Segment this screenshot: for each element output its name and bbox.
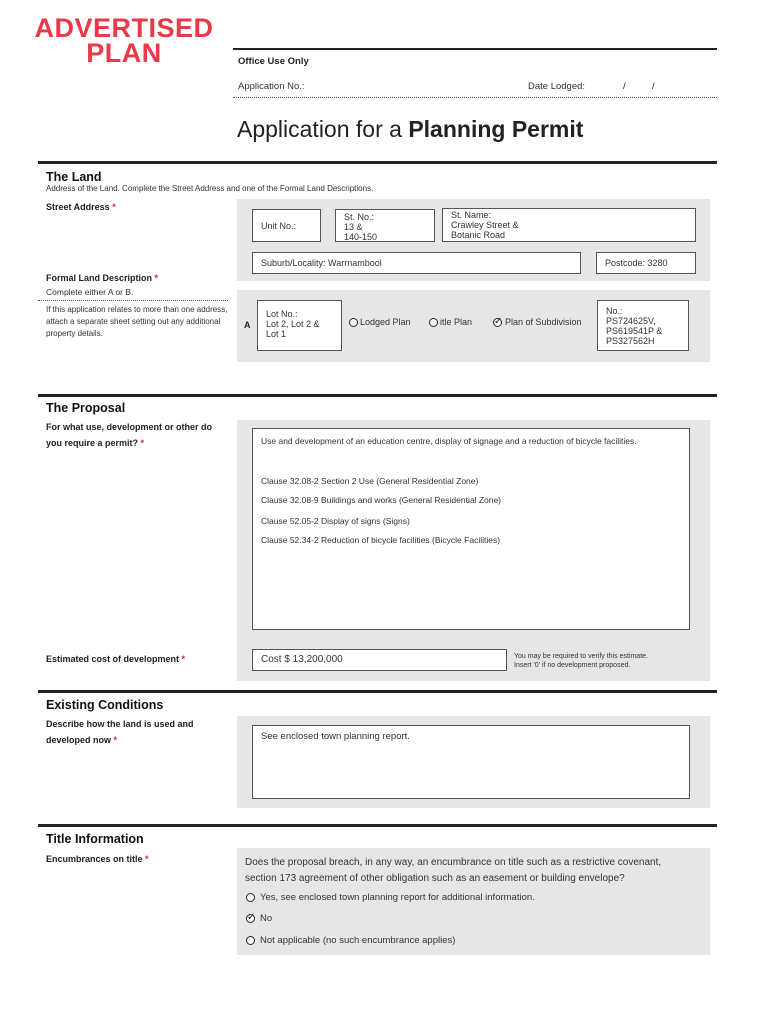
- unit-no-field[interactable]: Unit No.:: [252, 209, 321, 242]
- land-rule: [38, 161, 717, 164]
- cost-note-line-1: You may be required to verify this estimate.: [514, 653, 648, 660]
- proposal-line-3: Clause 32.08-9 Buildings and works (General Residential Zone): [261, 495, 502, 505]
- option-a-label: A: [244, 320, 251, 330]
- encumbrance-question-line-2: section 173 agreement of other obligation such as an easement or building envelope?: [245, 873, 625, 884]
- title-info-rule: [38, 824, 717, 827]
- required-marker: *: [113, 735, 118, 745]
- proposal-line-2: Clause 32.08-2 Section 2 Use (General Residential Zone): [261, 476, 479, 486]
- lot-no-field[interactable]: Lot No.: Lot 2, Lot 2 & Lot 1: [257, 300, 342, 351]
- proposal-line-1: Use and development of an education centre, display of signage and a reduction of bicycle facilities.: [261, 436, 637, 446]
- plan-of-subdivision-label: Plan of Subdivision: [505, 317, 582, 327]
- office-top-rule: [233, 48, 717, 50]
- street-name-field[interactable]: St. Name: Crawley Street & Botanic Road: [442, 208, 696, 242]
- page-title: [237, 116, 583, 143]
- required-marker: *: [145, 854, 149, 864]
- lodged-plan-radio-icon[interactable]: [349, 318, 358, 327]
- encumbrance-yes-label: Yes, see enclosed town planning report for additional information.: [260, 892, 535, 903]
- complete-either-text: Complete either A or B.: [46, 287, 134, 297]
- proposal-rule: [38, 394, 717, 397]
- cost-note-line-2: Insert '0' if no development proposed.: [514, 662, 631, 669]
- proposal-line-4: Clause 52.05-2 Display of signs (Signs): [261, 516, 410, 526]
- proposal-question-text: you require a permit?: [46, 438, 139, 448]
- date-separator-1: /: [623, 81, 626, 92]
- encumbrance-yes-radio-icon[interactable]: [246, 893, 255, 902]
- proposal-description-field[interactable]: [252, 428, 690, 630]
- office-bottom-rule: [233, 97, 717, 98]
- page-title-prefix: Application for a: [237, 116, 409, 142]
- lodged-plan-label: Lodged Plan: [360, 317, 411, 327]
- check-mark-icon: ✓: [494, 316, 503, 327]
- cost-field[interactable]: Cost $ 13,200,000: [252, 649, 507, 671]
- existing-question-line-1: Describe how the land is used and: [46, 719, 194, 729]
- check-mark-icon: ✓: [247, 912, 256, 923]
- street-address-text: Street Address: [46, 202, 110, 212]
- cost-note: [514, 652, 648, 670]
- suburb-field[interactable]: Suburb/Locality: Warrnambool: [252, 252, 581, 274]
- required-marker: *: [112, 202, 116, 212]
- office-use-title: Office Use Only: [238, 56, 309, 67]
- encumbrance-question-line-1: Does the proposal breach, in any way, an encumbrance on title such as a restrictive covenant,: [245, 857, 662, 868]
- postcode-field[interactable]: Postcode: 3280: [596, 252, 696, 274]
- date-separator-2: /: [652, 81, 655, 92]
- stamp-line-1: ADVERTISED: [34, 13, 214, 43]
- encumbrance-na-label: Not applicable (no such encumbrance applies): [260, 935, 456, 946]
- estimated-cost-label: [46, 654, 185, 664]
- required-marker: *: [181, 654, 186, 664]
- existing-rule: [38, 690, 717, 693]
- encumbrances-text: Encumbrances on title: [46, 854, 143, 864]
- required-marker: *: [140, 438, 145, 448]
- title-plan-label: itle Plan: [440, 317, 473, 327]
- street-no-field[interactable]: St. No.: 13 & 140-150: [335, 209, 435, 242]
- proposal-line-5: Clause 52.34-2 Reduction of bicycle facilities (Bicycle Facilities): [261, 535, 501, 545]
- land-intro: Address of the Land. Complete the Street Address and one of the Formal Land Descriptions.: [46, 184, 374, 193]
- proposal-question-line-1: For what use, development or other do: [46, 422, 213, 432]
- proposal-question-line-2: [46, 438, 144, 448]
- encumbrances-label: [46, 854, 149, 864]
- encumbrance-no-label: No: [260, 913, 273, 924]
- multiple-address-note: If this application relates to more than one address, attach a separate sheet setting out any additional property details.: [46, 305, 228, 338]
- existing-conditions-field[interactable]: See enclosed town planning report.: [252, 725, 690, 799]
- application-no-label: Application No.:: [238, 81, 305, 92]
- advertised-plan-stamp: [34, 13, 214, 68]
- existing-section-title: Existing Conditions: [46, 698, 164, 712]
- proposal-section-title: The Proposal: [46, 401, 126, 415]
- formal-note-rule: [38, 300, 228, 301]
- title-plan-radio-icon[interactable]: [429, 318, 438, 327]
- stamp-line-2: PLAN: [86, 38, 162, 68]
- date-lodged-label: Date Lodged:: [528, 81, 586, 92]
- encumbrance-question: [245, 855, 661, 887]
- estimated-cost-text: Estimated cost of development: [46, 654, 180, 664]
- existing-question-text: developed now: [46, 735, 112, 745]
- existing-question-line-2: [46, 735, 117, 745]
- required-marker: *: [154, 273, 159, 283]
- street-address-label: [46, 202, 116, 212]
- page-title-bold: Planning Permit: [408, 116, 584, 142]
- formal-land-text: Formal Land Description: [46, 273, 153, 283]
- plan-no-field[interactable]: No.: PS724625V, PS619541P & PS327562H: [597, 300, 689, 351]
- title-info-section-title: Title Information: [46, 832, 144, 846]
- land-section-title: The Land: [46, 170, 102, 184]
- formal-land-label: [46, 273, 158, 283]
- encumbrance-na-radio-icon[interactable]: [246, 936, 255, 945]
